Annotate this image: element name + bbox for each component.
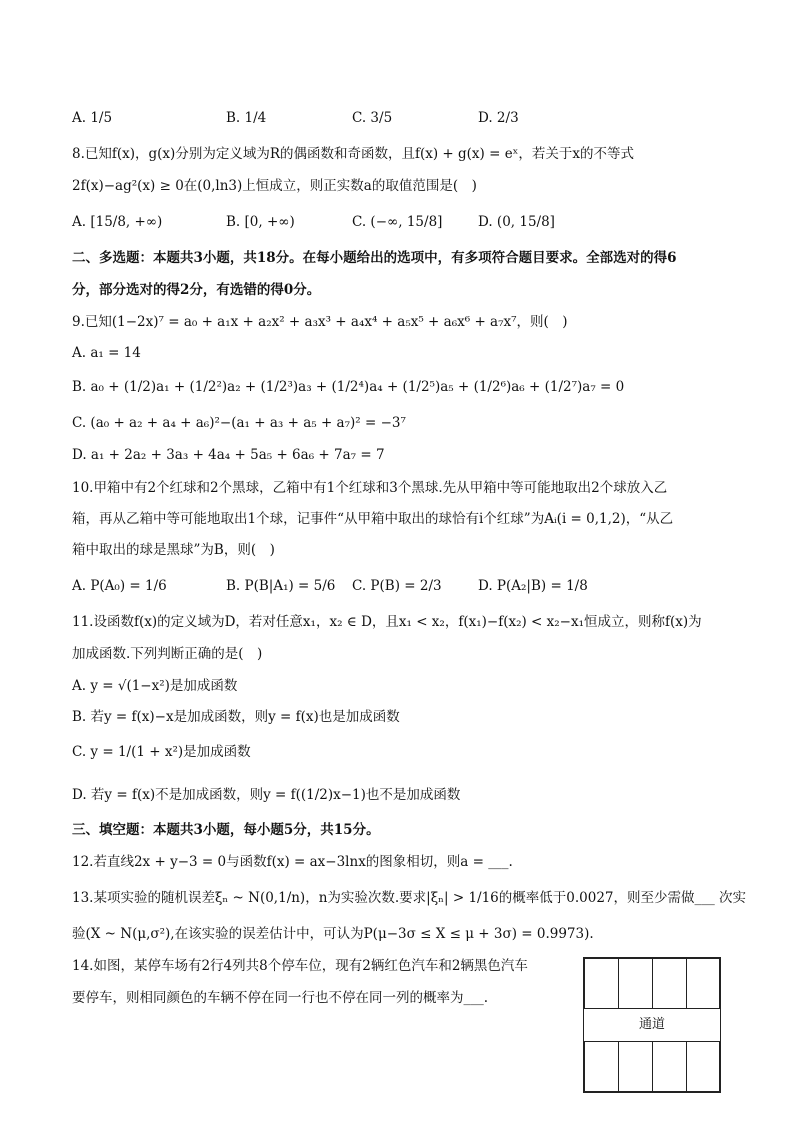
q9-option-c: C. (a₀ + a₂ + a₄ + a₆)²−(a₁ + a₃ + a₅ + a₇)² = −3⁷ [72, 415, 406, 431]
q9-option-b: B. a₀ + (1/2)a₁ + (1/2²)a₂ + (1/2³)a₃ + (1/2⁴)a₄ + (1/2⁵)a₅ + (1/2⁶)a₆ + (1/2⁷)a₇ = 0 [72, 379, 625, 395]
q8-option-a: A. [15/8, +∞) [72, 214, 163, 230]
q10-option-a: A. P(A₀) = 1/6 [72, 578, 167, 594]
parking-space [686, 1041, 720, 1092]
q8-option-b: B. [0, +∞) [226, 214, 295, 230]
q10-option-b: B. P(B|A₁) = 5/6 [226, 578, 336, 594]
parking-space [686, 958, 720, 1009]
section3-heading: 三、填空题：本题共3小题，每小题5分，共15分。 [72, 822, 380, 838]
q13-stem-line2: 验(X ~ N(μ,σ²),在该实验的误差估计中，可认为P(μ−3σ ≤ X ≤ μ + 3σ) = 0.9973). [72, 926, 594, 942]
q11-stem-line1: 11.设函数f(x)的定义域为D，若对任意x₁，x₂ ∈ D，且x₁ < x₂，f(x₁)−f(x₂) < x₂−x₁恒成立，则称f(x)为 [72, 614, 702, 630]
q14-stem-line1: 14.如图，某停车场有2行4列共8个停车位，现有2辆红色汽车和2辆黑色汽车 [72, 958, 528, 974]
parking-space [652, 1041, 687, 1092]
q7-option-d: D. 2/3 [478, 110, 519, 126]
q11-option-d: D. 若y = f(x)不是加成函数，则y = f((1/2)x−1)也不是加成函数 [72, 787, 461, 803]
q7-option-b: B. 1/4 [226, 110, 267, 126]
q14-stem-line2: 要停车，则相同颜色的车辆不停在同一行也不停在同一列的概率为___. [72, 990, 489, 1006]
q10-stem-line3: 箱中取出的球是黑球”为B，则( ) [72, 542, 275, 558]
section2-heading-line1: 二、多选题：本题共3小题，共18分。在每小题给出的选项中，有多项符合题目要求。全部选对的得6 [72, 250, 677, 266]
q10-option-c: C. P(B) = 2/3 [352, 578, 442, 594]
q8-stem-line2: 2f(x)−ag²(x) ≥ 0在(0,ln3)上恒成立，则正实数a的取值范围是( ) [72, 178, 477, 194]
q11-stem-line2: 加成函数.下列判断正确的是( ) [72, 646, 263, 662]
q7-option-c: C. 3/5 [352, 110, 393, 126]
q8-option-c: C. (−∞, 15/8] [352, 214, 443, 230]
q7-option-a: A. 1/5 [72, 110, 113, 126]
parking-space [584, 958, 619, 1009]
q8-option-d: D. (0, 15/8] [478, 214, 555, 230]
parking-space [584, 1041, 619, 1092]
q10-option-d: D. P(A₂|B) = 1/8 [478, 578, 588, 594]
q11-option-b: B. 若y = f(x)−x是加成函数，则y = f(x)也是加成函数 [72, 709, 400, 725]
parking-space [618, 1041, 653, 1092]
q8-stem-line1: 8.已知f(x)，g(x)分别为定义域为R的偶函数和奇函数，且f(x) + g(x) = eˣ，若关于x的不等式 [72, 146, 635, 162]
parking-lot-diagram [583, 957, 721, 1093]
aisle-label: 通道 [584, 1008, 720, 1042]
q9-stem: 9.已知(1−2x)⁷ = a₀ + a₁x + a₂x² + a₃x³ + a₄x⁴ + a₅x⁵ + a₆x⁶ + a₇x⁷，则( ) [72, 314, 568, 330]
q10-stem-line2: 箱，再从乙箱中等可能地取出1个球，记事件“从甲箱中取出的球恰有i个红球”为Aᵢ(i = 0,1,2)，“从乙 [72, 511, 674, 527]
q12-stem: 12.若直线2x + y−3 = 0与函数f(x) = ax−3lnx的图象相切，则a = ___. [72, 854, 513, 870]
q10-stem-line1: 10.甲箱中有2个红球和2个黑球，乙箱中有1个红球和3个黑球.先从甲箱中等可能地取出2个球放入乙 [72, 480, 668, 496]
q11-option-a: A. y = √(1−x²)是加成函数 [72, 678, 238, 694]
q9-option-d: D. a₁ + 2a₂ + 3a₃ + 4a₄ + 5a₅ + 6a₆ + 7a₇ = 7 [72, 447, 385, 463]
q11-option-c: C. y = 1/(1 + x²)是加成函数 [72, 744, 251, 760]
q9-option-a: A. a₁ = 14 [72, 345, 141, 361]
parking-space [618, 958, 653, 1009]
q13-stem-line1: 13.某项实验的随机误差ξₙ ~ N(0,1/n)，n为实验次数.要求|ξₙ| > 1/16的概率低于0.0027，则至少需做___ 次实 [72, 890, 747, 906]
parking-space [652, 958, 687, 1009]
section2-heading-line2: 分，部分选对的得2分，有选错的得0分。 [72, 282, 321, 298]
